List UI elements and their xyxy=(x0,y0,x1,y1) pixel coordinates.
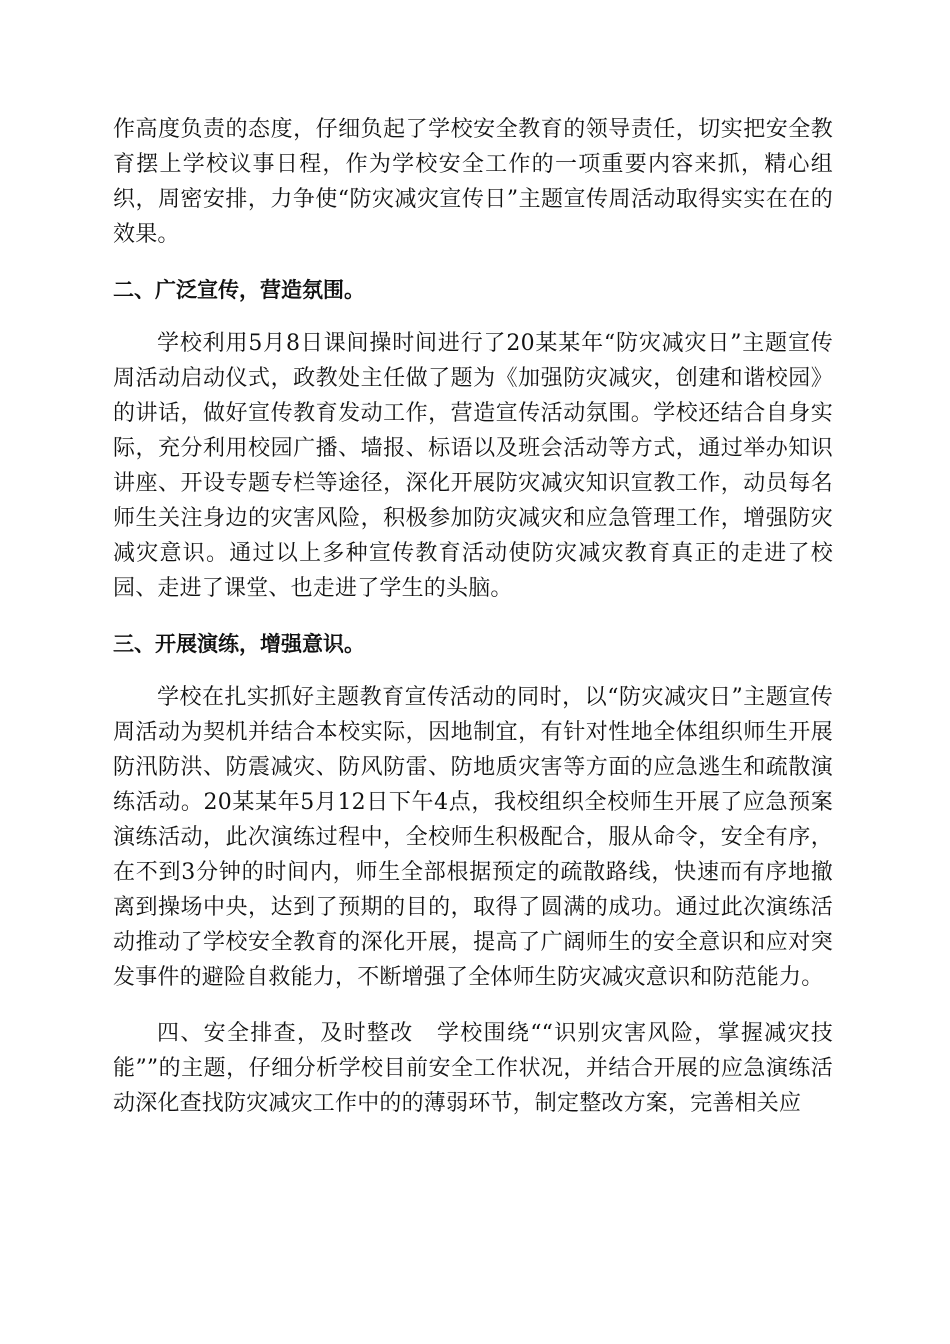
paragraph-continuation: 作高度负责的态度，仔细负起了学校安全教育的领导责任，切实把安全教育摆上学校议事日程，作为学校安全工作的一项重要内容来抓，精心组织，周密安排，力争使“防灾减灾宣传日”主题宣传周活动取得实实在在的效果。 xyxy=(113,117,833,247)
document-body xyxy=(113,112,833,1121)
paragraph-drill: 学校在扎实抓好主题教育宣传活动的同时，以“防灾减灾日”主题宣传周活动为契机并结合本校实际，因地制宜，有针对性地全体组织师生开展防汛防洪、防震减灾、防风防雷、防地质灾害等方面的应急逃生和疏散演练活动。20某某年5月12日下午4点，我校组织全校师生开展了应急预案演练活动，此次演练过程中，全校师生积极配合，服从命令，安全有序，在不到3分钟的时间内，师生全部根据预定的疏散路线，快速而有序地撤离到操场中央，达到了预期的目的，取得了圆满的成功。通过此次演练活动推动了学校安全教育的深化开展，提高了广阔师生的安全意识和应对突发事件的避险自救能力，不断增强了全体师生防灾减灾意识和防范能力。 xyxy=(113,685,833,990)
paragraph-inspection: 四、安全排查，及时整改 学校围绕““识别灾害风险，掌握减灾技能””的主题，仔细分析学校目前安全工作状况，并结合开展的应急演练活动深化查找防灾减灾工作中的的薄弱环节，制定整改方案，完善相关应 xyxy=(113,1021,833,1116)
section-heading-3: 三、开展演练，增强意识。 xyxy=(113,632,365,656)
section-heading-2: 二、广泛宣传，营造氛围。 xyxy=(113,278,365,302)
paragraph-publicity: 学校利用5月8日课间操时间进行了20某某年“防灾减灾日”主题宣传周活动启动仪式，政教处主任做了题为《加强防灾减灾，创建和谐校园》的讲话，做好宣传教育发动工作，营造宣传活动氛围。学校还结合自身实际，充分利用校园广播、墙报、标语以及班会活动等方式，通过举办知识讲座、开设专题专栏等途径，深化开展防灾减灾知识宣教工作，动员每名师生关注身边的灾害风险，积极参加防灾减灾和应急管理工作，增强防灾减灾意识。通过以上多种宣传教育活动使防灾减灾教育真正的走进了校园、走进了课堂、也走进了学生的头脑。 xyxy=(113,331,833,601)
